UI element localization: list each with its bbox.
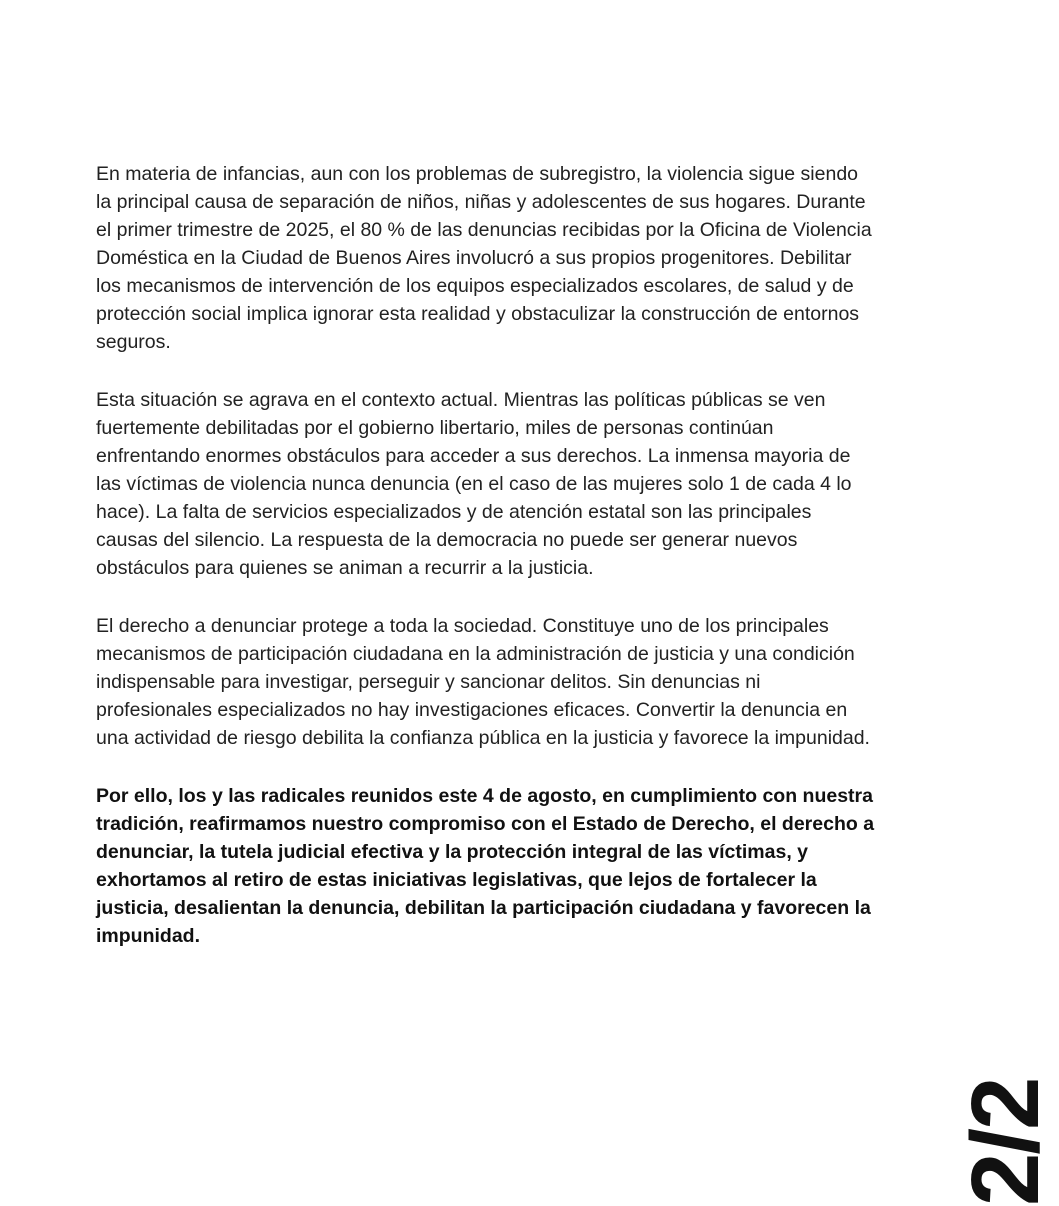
paragraph-infancias: En materia de infancias, aun con los problemas de subregistro, la violencia sigue siendo la principal causa de separación de niños, niñas y adolescentes de sus hogares. Durante el primer trimestre de 2025, el 80 % de las denuncias recibidas por la Oficina de Violencia Doméstica en la Ciudad de Buenos Aires involucró a sus propios progenitores. Debilitar los mecanismos de intervención de los equipos especializados escolares, de salud y de protección social implica ignorar esta realidad y obstaculizar la construcción de entornos seguros.: [96, 163, 872, 353]
page-indicator: [904, 1046, 1059, 1206]
document-body: [96, 160, 876, 980]
page-indicator-text: 2/2: [952, 1078, 1059, 1206]
paragraph-contexto-actual: Esta situación se agrava en el contexto actual. Mientras las políticas públicas se ven fuertemente debilitadas por el gobierno libertario, miles de personas continúan enfrentando enormes obstáculos para acceder a sus derechos. La inmensa mayoria de las víctimas de violencia nunca denuncia (en el caso de las mujeres solo 1 de cada 4 lo hace). La falta de servicios especializados y de atención estatal son las principales causas del silencio. La respuesta de la democracia no puede ser generar nuevos obstáculos para quienes se animan a recurrir a la justicia.: [96, 389, 852, 579]
paragraph-derecho-a-denunciar: El derecho a denunciar protege a toda la sociedad. Constituye uno de los principales mecanismos de participación ciudadana en la administración de justicia y una condición indispensable para investigar, perseguir y sancionar delitos. Sin denuncias ni profesionales especializados no hay investigaciones eficaces. Convertir la denuncia en una actividad de riesgo debilita la confianza pública en la justicia y favorece la impunidad.: [96, 615, 870, 749]
closing-statement: Por ello, los y las radicales reunidos este 4 de agosto, en cumplimiento con nuestra tradición, reafirmamos nuestro compromiso con el Estado de Derecho, el derecho a denunciar, la tutela judicial efectiva y la protección integral de las víctimas, y exhortamos al retiro de estas iniciativas legislativas, que lejos de fortalecer la justicia, desalientan la denuncia, debilitan la participación ciudadana y favorecen la impunidad.: [96, 785, 875, 947]
